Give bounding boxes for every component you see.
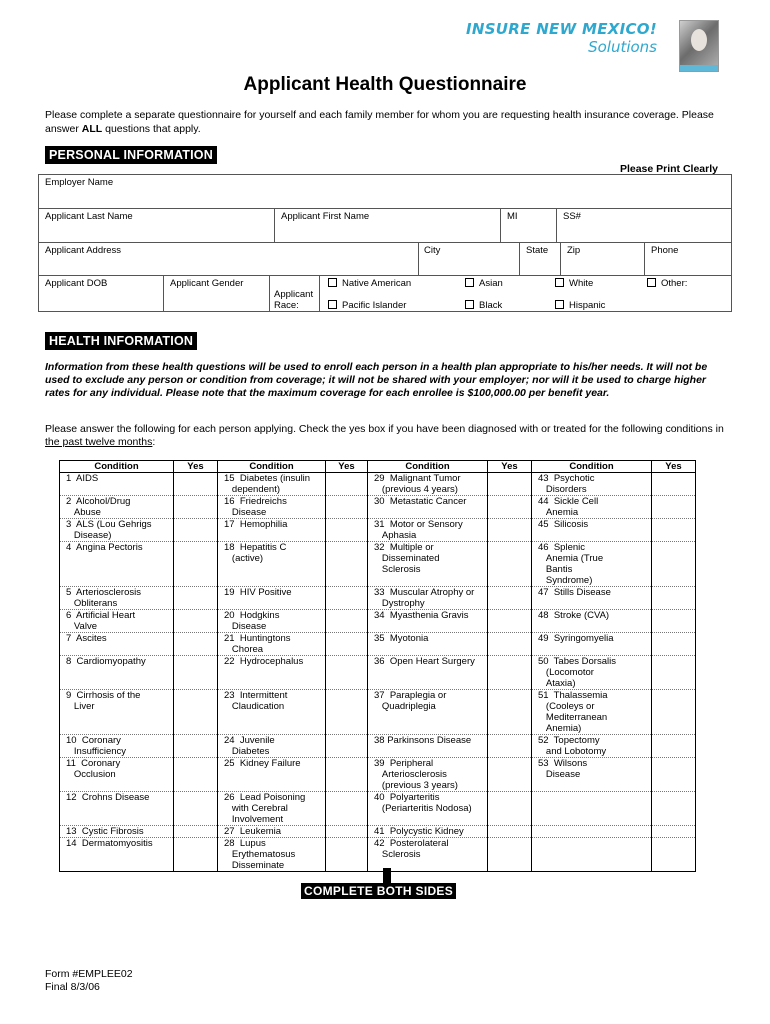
condition-cell: 22 Hydrocephalus: [218, 656, 326, 690]
yes-checkbox-cell[interactable]: [488, 838, 532, 872]
conditions-table: [59, 460, 696, 872]
yes-checkbox-cell[interactable]: [652, 496, 696, 519]
address-field[interactable]: Applicant Address: [45, 245, 122, 256]
yes-checkbox-cell[interactable]: [174, 587, 218, 610]
condition-cell: 33 Muscular Atrophy or Dystrophy: [368, 587, 488, 610]
health-info-heading: HEALTH INFORMATION: [45, 332, 197, 350]
table-row: [60, 735, 696, 758]
condition-cell: 9 Cirrhosis of the Liver: [60, 690, 174, 735]
race-asian-checkbox[interactable]: Asian: [465, 278, 503, 289]
race-pacific-islander-checkbox[interactable]: Pacific Islander: [328, 300, 406, 311]
header-condition: Condition: [218, 461, 326, 473]
race-hispanic-checkbox[interactable]: Hispanic: [555, 300, 605, 311]
yes-checkbox-cell[interactable]: [174, 656, 218, 690]
yes-checkbox-cell[interactable]: [326, 735, 368, 758]
yes-checkbox-cell[interactable]: [174, 792, 218, 826]
condition-cell: 1 AIDS: [60, 473, 174, 496]
table-row: [60, 496, 696, 519]
zip-field[interactable]: Zip: [567, 245, 581, 256]
condition-cell: 24 Juvenile Diabetes: [218, 735, 326, 758]
condition-cell: 47 Stills Disease: [532, 587, 652, 610]
condition-cell: 13 Cystic Fibrosis: [60, 826, 174, 838]
yes-checkbox-cell[interactable]: [174, 633, 218, 656]
condition-cell: 30 Metastatic Cancer: [368, 496, 488, 519]
race-black-checkbox[interactable]: Black: [465, 300, 502, 311]
yes-checkbox-cell[interactable]: [326, 838, 368, 872]
table-row: [60, 758, 696, 792]
form-date: Final 8/3/06: [45, 981, 100, 993]
condition-cell: 41 Polycystic Kidney: [368, 826, 488, 838]
condition-cell: 10 Coronary Insufficiency: [60, 735, 174, 758]
yes-checkbox-cell[interactable]: [488, 473, 532, 496]
condition-cell: 36 Open Heart Surgery: [368, 656, 488, 690]
ss-field[interactable]: SS#: [563, 211, 581, 222]
condition-cell: 28 Lupus Erythematosus Disseminate: [218, 838, 326, 872]
table-row: [60, 587, 696, 610]
yes-checkbox-cell[interactable]: [174, 610, 218, 633]
condition-cell: 37 Paraplegia or Quadriplegia: [368, 690, 488, 735]
yes-checkbox-cell[interactable]: [488, 519, 532, 542]
health-notice: Information from these health questions will be used to enroll each person in a health plan appropriate to his/her needs. It will not be used to exclude any person or condition from coverage; it will not be shared with your employer; nor will it be used to charge higher rates for any individual. Please note that the maximum coverage for each enrollee is $100,000.00 per benefit year.: [45, 361, 708, 399]
yes-checkbox-cell[interactable]: [488, 826, 532, 838]
personal-info-heading: PERSONAL INFORMATION: [45, 146, 217, 164]
condition-cell: 50 Tabes Dorsalis (Locomotor Ataxia): [532, 656, 652, 690]
condition-cell: 38 Parkinsons Disease: [368, 735, 488, 758]
yes-checkbox-cell[interactable]: [326, 587, 368, 610]
yes-checkbox-cell[interactable]: [326, 690, 368, 735]
yes-checkbox-cell[interactable]: [488, 735, 532, 758]
condition-cell: [532, 792, 652, 826]
header-yes: Yes: [652, 461, 696, 473]
print-clearly-note: Please Print Clearly: [619, 163, 718, 175]
yes-checkbox-cell[interactable]: [488, 587, 532, 610]
yes-checkbox-cell[interactable]: [174, 542, 218, 587]
condition-cell: 26 Lead Poisoning with Cerebral Involvement: [218, 792, 326, 826]
table-row: [60, 633, 696, 656]
first-name-field[interactable]: Applicant First Name: [281, 211, 370, 222]
yes-checkbox-cell[interactable]: [326, 826, 368, 838]
complete-pointer: [383, 868, 391, 884]
logo-photo: [679, 20, 719, 72]
page-title: Applicant Health Questionnaire: [243, 74, 527, 95]
yes-checkbox-cell[interactable]: [174, 758, 218, 792]
condition-cell: 53 Wilsons Disease: [532, 758, 652, 792]
yes-checkbox-cell[interactable]: [174, 473, 218, 496]
condition-cell: 17 Hemophilia: [218, 519, 326, 542]
yes-checkbox-cell[interactable]: [174, 838, 218, 872]
condition-cell: 18 Hepatitis C (active): [218, 542, 326, 587]
yes-checkbox-cell[interactable]: [652, 519, 696, 542]
condition-cell: 20 Hodgkins Disease: [218, 610, 326, 633]
yes-checkbox-cell[interactable]: [326, 542, 368, 587]
personal-info-form: [38, 174, 732, 312]
logo-line1: INSURE NEW MEXICO!: [465, 20, 657, 38]
condition-cell: 7 Ascites: [60, 633, 174, 656]
condition-cell: 8 Cardiomyopathy: [60, 656, 174, 690]
logo-line2: Solutions: [588, 38, 657, 56]
condition-cell: 45 Silicosis: [532, 519, 652, 542]
condition-cell: 3 ALS (Lou Gehrigs Disease): [60, 519, 174, 542]
yes-checkbox-cell[interactable]: [652, 473, 696, 496]
yes-checkbox-cell[interactable]: [326, 656, 368, 690]
complete-both-sides-label: COMPLETE BOTH SIDES: [301, 883, 456, 899]
form-footer: [45, 968, 133, 994]
condition-cell: 49 Syringomyelia: [532, 633, 652, 656]
form-number: Form #EMPLEE02: [45, 968, 133, 980]
yes-checkbox-cell[interactable]: [174, 826, 218, 838]
yes-checkbox-cell: [652, 838, 696, 872]
yes-checkbox-cell[interactable]: [652, 542, 696, 587]
yes-checkbox-cell[interactable]: [652, 690, 696, 735]
yes-checkbox-cell[interactable]: [326, 610, 368, 633]
yes-checkbox-cell[interactable]: [488, 633, 532, 656]
condition-cell: 14 Dermatomyositis: [60, 838, 174, 872]
yes-checkbox-cell[interactable]: [488, 496, 532, 519]
dob-field[interactable]: Applicant DOB: [45, 278, 108, 289]
condition-cell: 11 Coronary Occlusion: [60, 758, 174, 792]
yes-checkbox-cell[interactable]: [488, 758, 532, 792]
yes-checkbox-cell[interactable]: [174, 735, 218, 758]
phone-field[interactable]: Phone: [651, 245, 679, 256]
condition-cell: 42 Posterolateral Sclerosis: [368, 838, 488, 872]
table-row: [60, 542, 696, 587]
condition-cell: 4 Angina Pectoris: [60, 542, 174, 587]
intro-text: Please complete a separate questionnaire for yourself and each family member for whom you are requesting health insurance coverage. Please answer ALL questions that apply.: [45, 109, 714, 135]
yes-checkbox-cell[interactable]: [652, 735, 696, 758]
condition-cell: 40 Polyarteritis (Periarteritis Nodosa): [368, 792, 488, 826]
yes-checkbox-cell[interactable]: [174, 519, 218, 542]
condition-cell: 35 Myotonia: [368, 633, 488, 656]
yes-checkbox-cell[interactable]: [174, 690, 218, 735]
yes-checkbox-cell: [652, 826, 696, 838]
yes-checkbox-cell[interactable]: [326, 519, 368, 542]
yes-checkbox-cell[interactable]: [488, 542, 532, 587]
header-yes: Yes: [326, 461, 368, 473]
race-other-checkbox[interactable]: Other:: [647, 278, 687, 289]
condition-cell: 27 Leukemia: [218, 826, 326, 838]
condition-cell: 48 Stroke (CVA): [532, 610, 652, 633]
yes-checkbox-cell[interactable]: [652, 633, 696, 656]
header-condition: Condition: [532, 461, 652, 473]
condition-cell: 51 Thalassemia (Cooleys or Mediterranean Anemia): [532, 690, 652, 735]
yes-checkbox-cell[interactable]: [326, 792, 368, 826]
condition-cell: 25 Kidney Failure: [218, 758, 326, 792]
yes-checkbox-cell[interactable]: [174, 496, 218, 519]
race-white-checkbox[interactable]: White: [555, 278, 593, 289]
condition-cell: 31 Motor or Sensory Aphasia: [368, 519, 488, 542]
condition-cell: [532, 838, 652, 872]
table-row: [60, 826, 696, 838]
header-condition: Condition: [60, 461, 174, 473]
condition-cell: 29 Malignant Tumor (previous 4 years): [368, 473, 488, 496]
table-row: [60, 610, 696, 633]
yes-checkbox-cell[interactable]: [652, 656, 696, 690]
gender-field[interactable]: Applicant Gender: [170, 278, 244, 289]
header-yes: Yes: [174, 461, 218, 473]
condition-cell: 15 Diabetes (insulin dependent): [218, 473, 326, 496]
condition-cell: 19 HIV Positive: [218, 587, 326, 610]
yes-checkbox-cell[interactable]: [326, 473, 368, 496]
yes-checkbox-cell[interactable]: [326, 633, 368, 656]
condition-cell: 6 Artificial Heart Valve: [60, 610, 174, 633]
yes-checkbox-cell: [652, 792, 696, 826]
condition-cell: 5 Arteriosclerosis Obliterans: [60, 587, 174, 610]
header-yes: Yes: [488, 461, 532, 473]
conditions-header-row: [60, 461, 696, 473]
condition-cell: 16 Friedreichs Disease: [218, 496, 326, 519]
condition-cell: 21 Huntingtons Chorea: [218, 633, 326, 656]
yes-checkbox-cell[interactable]: [488, 656, 532, 690]
yes-checkbox-cell[interactable]: [488, 610, 532, 633]
table-row: [60, 792, 696, 826]
yes-checkbox-cell[interactable]: [488, 792, 532, 826]
yes-checkbox-cell[interactable]: [488, 690, 532, 735]
condition-cell: 2 Alcohol/Drug Abuse: [60, 496, 174, 519]
table-row: [60, 519, 696, 542]
race-label: Applicant Race:: [274, 289, 314, 311]
employer-name-field[interactable]: Employer Name: [45, 177, 114, 188]
yes-checkbox-cell[interactable]: [326, 496, 368, 519]
table-row: [60, 656, 696, 690]
yes-checkbox-cell[interactable]: [652, 587, 696, 610]
state-field[interactable]: State: [526, 245, 549, 256]
header-condition: Condition: [368, 461, 488, 473]
race-native-american-checkbox[interactable]: Native American: [328, 278, 411, 289]
last-name-field[interactable]: Applicant Last Name: [45, 211, 133, 222]
city-field[interactable]: City: [424, 245, 441, 256]
insure-new-mexico-logo: [455, 20, 657, 56]
table-row: [60, 473, 696, 496]
condition-cell: 46 Splenic Anemia (True Bantis Syndrome): [532, 542, 652, 587]
condition-cell: 12 Crohns Disease: [60, 792, 174, 826]
condition-cell: 32 Multiple or Disseminated Sclerosis: [368, 542, 488, 587]
condition-cell: [532, 826, 652, 838]
yes-checkbox-cell[interactable]: [652, 610, 696, 633]
table-row: [60, 690, 696, 735]
health-instruction: Please answer the following for each person applying. Check the yes box if you have been diagnosed with or treated for the following conditions in the past twelve months:: [45, 423, 724, 448]
condition-cell: 43 Psychotic Disorders: [532, 473, 652, 496]
yes-checkbox-cell[interactable]: [326, 758, 368, 792]
condition-cell: 39 Peripheral Arteriosclerosis (previous 3 years): [368, 758, 488, 792]
condition-cell: 34 Myasthenia Gravis: [368, 610, 488, 633]
yes-checkbox-cell[interactable]: [652, 758, 696, 792]
condition-cell: 23 Intermittent Claudication: [218, 690, 326, 735]
mi-field[interactable]: MI: [507, 211, 518, 222]
table-row: [60, 838, 696, 872]
condition-cell: 52 Topectomy and Lobotomy: [532, 735, 652, 758]
condition-cell: 44 Sickle Cell Anemia: [532, 496, 652, 519]
